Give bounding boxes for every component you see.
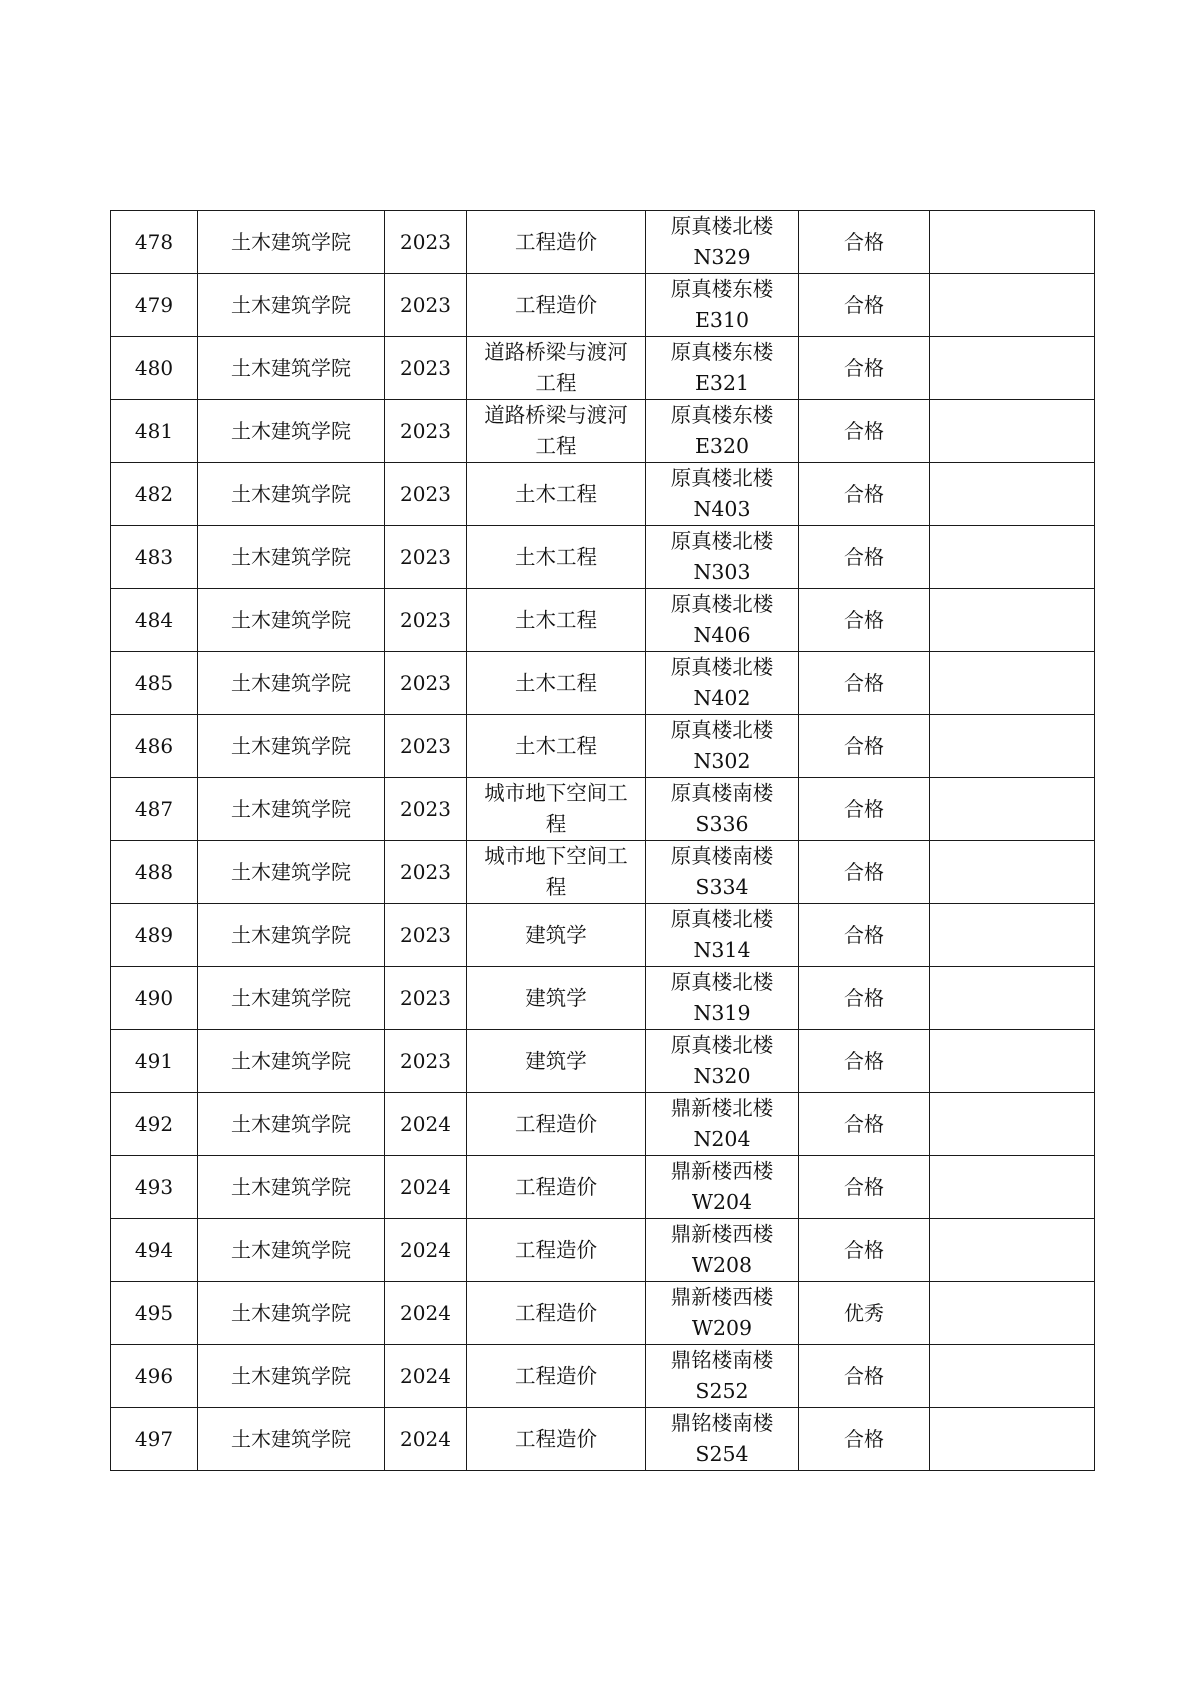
cell-major: 工程造价 [467,274,646,337]
cell-college: 土木建筑学院 [198,463,385,526]
cell-room: 原真楼东楼 E321 [646,337,799,400]
cell-note [930,841,1095,904]
cell-college: 土木建筑学院 [198,1345,385,1408]
table-row [111,463,1095,526]
table-row [111,211,1095,274]
table-row [111,1219,1095,1282]
cell-year: 2023 [385,652,467,715]
cell-no: 479 [111,274,198,337]
cell-note [930,904,1095,967]
cell-result: 合格 [799,1093,930,1156]
table-row [111,904,1095,967]
cell-note [930,337,1095,400]
cell-no: 480 [111,337,198,400]
cell-college: 土木建筑学院 [198,589,385,652]
dormitory-inspection-table [110,210,1095,1471]
cell-room: 原真楼北楼 N303 [646,526,799,589]
cell-result: 合格 [799,904,930,967]
cell-note [930,778,1095,841]
table-row [111,1093,1095,1156]
table-row [111,1408,1095,1471]
cell-note [930,1408,1095,1471]
cell-no: 496 [111,1345,198,1408]
cell-room: 原真楼北楼 N302 [646,715,799,778]
cell-no: 484 [111,589,198,652]
cell-college: 土木建筑学院 [198,1282,385,1345]
cell-major: 建筑学 [467,967,646,1030]
table-row [111,589,1095,652]
cell-major: 土木工程 [467,715,646,778]
cell-result: 合格 [799,1408,930,1471]
cell-no: 486 [111,715,198,778]
cell-college: 土木建筑学院 [198,400,385,463]
cell-room: 原真楼北楼 N403 [646,463,799,526]
cell-year: 2023 [385,841,467,904]
cell-year: 2023 [385,778,467,841]
cell-result: 合格 [799,526,930,589]
cell-major: 道路桥梁与渡河 工程 [467,337,646,400]
cell-result: 合格 [799,274,930,337]
cell-no: 493 [111,1156,198,1219]
cell-note [930,1030,1095,1093]
cell-year: 2023 [385,589,467,652]
cell-major: 城市地下空间工 程 [467,778,646,841]
cell-room: 鼎新楼西楼 W209 [646,1282,799,1345]
cell-no: 478 [111,211,198,274]
cell-year: 2023 [385,274,467,337]
cell-no: 495 [111,1282,198,1345]
cell-college: 土木建筑学院 [198,715,385,778]
table-row [111,967,1095,1030]
cell-room: 鼎新楼西楼 W204 [646,1156,799,1219]
cell-major: 工程造价 [467,1408,646,1471]
cell-major: 工程造价 [467,211,646,274]
cell-major: 工程造价 [467,1219,646,1282]
cell-major: 土木工程 [467,652,646,715]
cell-room: 鼎新楼西楼 W208 [646,1219,799,1282]
cell-note [930,1282,1095,1345]
cell-no: 494 [111,1219,198,1282]
cell-note [930,400,1095,463]
cell-year: 2023 [385,463,467,526]
cell-year: 2023 [385,526,467,589]
cell-no: 481 [111,400,198,463]
cell-room: 原真楼南楼 S334 [646,841,799,904]
cell-no: 492 [111,1093,198,1156]
cell-year: 2024 [385,1156,467,1219]
table-row [111,526,1095,589]
table-row [111,1156,1095,1219]
cell-result: 优秀 [799,1282,930,1345]
cell-college: 土木建筑学院 [198,652,385,715]
cell-college: 土木建筑学院 [198,1030,385,1093]
cell-year: 2024 [385,1219,467,1282]
cell-college: 土木建筑学院 [198,1408,385,1471]
table-row [111,715,1095,778]
table-row [111,400,1095,463]
cell-major: 城市地下空间工 程 [467,841,646,904]
cell-major: 土木工程 [467,589,646,652]
cell-college: 土木建筑学院 [198,337,385,400]
cell-year: 2024 [385,1282,467,1345]
cell-college: 土木建筑学院 [198,778,385,841]
cell-year: 2024 [385,1408,467,1471]
cell-result: 合格 [799,715,930,778]
table-row [111,841,1095,904]
cell-year: 2023 [385,211,467,274]
cell-room: 原真楼北楼 N329 [646,211,799,274]
cell-room: 鼎铭楼南楼 S252 [646,1345,799,1408]
cell-no: 497 [111,1408,198,1471]
cell-room: 原真楼北楼 N319 [646,967,799,1030]
cell-result: 合格 [799,652,930,715]
cell-room: 原真楼南楼 S336 [646,778,799,841]
cell-note [930,1093,1095,1156]
cell-result: 合格 [799,967,930,1030]
cell-room: 原真楼东楼 E310 [646,274,799,337]
cell-room: 原真楼北楼 N406 [646,589,799,652]
cell-year: 2024 [385,1093,467,1156]
cell-college: 土木建筑学院 [198,526,385,589]
cell-year: 2023 [385,1030,467,1093]
table-row [111,652,1095,715]
cell-note [930,589,1095,652]
cell-no: 483 [111,526,198,589]
cell-room: 原真楼北楼 N402 [646,652,799,715]
cell-result: 合格 [799,1345,930,1408]
cell-college: 土木建筑学院 [198,1093,385,1156]
cell-note [930,715,1095,778]
cell-year: 2024 [385,1345,467,1408]
table-row [111,1345,1095,1408]
cell-note [930,1219,1095,1282]
cell-year: 2023 [385,715,467,778]
cell-note [930,652,1095,715]
cell-major: 建筑学 [467,904,646,967]
table-row [111,1030,1095,1093]
cell-note [930,274,1095,337]
cell-result: 合格 [799,337,930,400]
cell-room: 原真楼北楼 N314 [646,904,799,967]
cell-result: 合格 [799,841,930,904]
cell-no: 488 [111,841,198,904]
cell-college: 土木建筑学院 [198,274,385,337]
cell-result: 合格 [799,589,930,652]
table-row [111,274,1095,337]
cell-major: 道路桥梁与渡河 工程 [467,400,646,463]
cell-major: 建筑学 [467,1030,646,1093]
table-row [111,778,1095,841]
cell-no: 491 [111,1030,198,1093]
cell-result: 合格 [799,211,930,274]
table-row [111,337,1095,400]
cell-note [930,1156,1095,1219]
cell-major: 工程造价 [467,1345,646,1408]
cell-major: 土木工程 [467,463,646,526]
cell-note [930,211,1095,274]
cell-no: 490 [111,967,198,1030]
cell-no: 489 [111,904,198,967]
cell-year: 2023 [385,337,467,400]
cell-note [930,1345,1095,1408]
cell-note [930,463,1095,526]
cell-college: 土木建筑学院 [198,211,385,274]
cell-college: 土木建筑学院 [198,967,385,1030]
cell-college: 土木建筑学院 [198,1219,385,1282]
cell-college: 土木建筑学院 [198,904,385,967]
cell-note [930,967,1095,1030]
cell-major: 土木工程 [467,526,646,589]
cell-room: 原真楼东楼 E320 [646,400,799,463]
cell-note [930,526,1095,589]
cell-year: 2023 [385,400,467,463]
cell-no: 487 [111,778,198,841]
cell-result: 合格 [799,1156,930,1219]
cell-no: 485 [111,652,198,715]
cell-major: 工程造价 [467,1156,646,1219]
cell-year: 2023 [385,904,467,967]
cell-result: 合格 [799,1219,930,1282]
cell-college: 土木建筑学院 [198,841,385,904]
cell-room: 原真楼北楼 N320 [646,1030,799,1093]
table-row [111,1282,1095,1345]
cell-room: 鼎新楼北楼 N204 [646,1093,799,1156]
cell-year: 2023 [385,967,467,1030]
cell-room: 鼎铭楼南楼 S254 [646,1408,799,1471]
cell-major: 工程造价 [467,1093,646,1156]
table-body [111,211,1095,1471]
cell-no: 482 [111,463,198,526]
cell-major: 工程造价 [467,1282,646,1345]
cell-result: 合格 [799,463,930,526]
cell-college: 土木建筑学院 [198,1156,385,1219]
cell-result: 合格 [799,1030,930,1093]
cell-result: 合格 [799,400,930,463]
cell-result: 合格 [799,778,930,841]
